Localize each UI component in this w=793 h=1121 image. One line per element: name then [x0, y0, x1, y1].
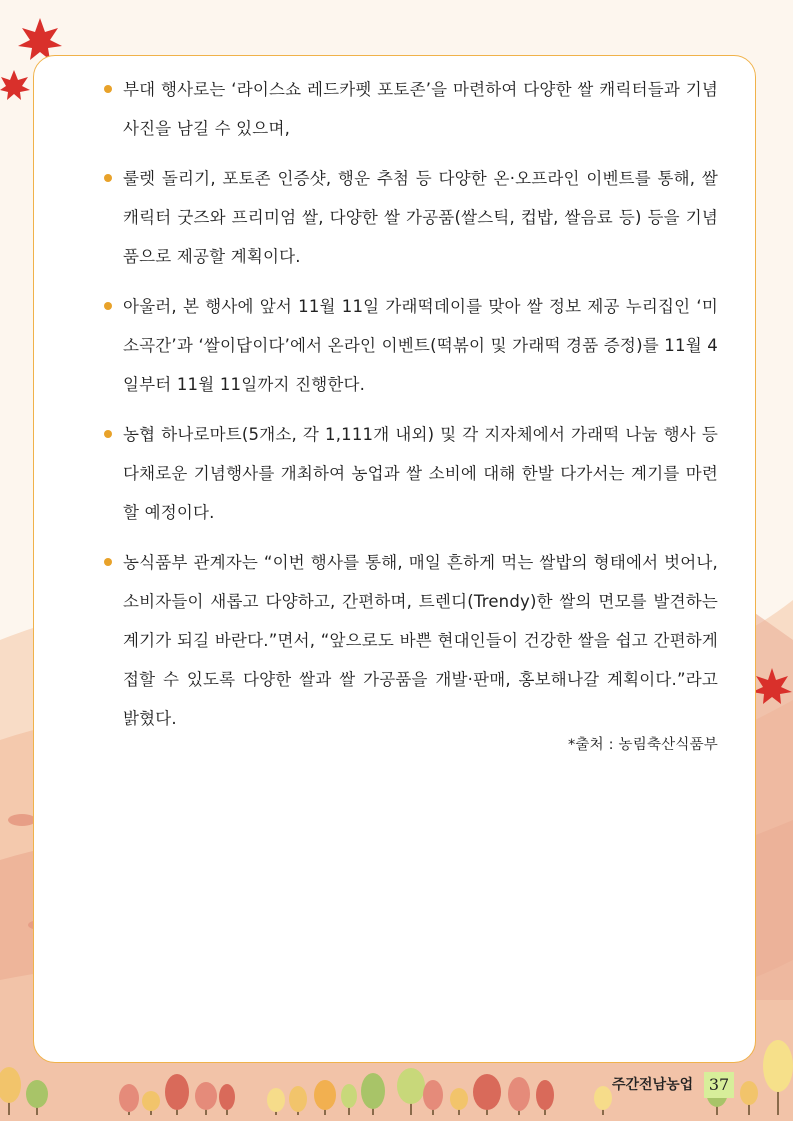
bullet-text: 농식품부 관계자는 “이번 행사를 통해, 매일 흔하게 먹는 쌀밥의 형태에서 벗어나, 소비자들이 새롭고 다양하고, 간편하며, 트렌디(Trendy)한 쌀의 면모를 발견하는 계기가 되길 바란다.”면서, “앞으로도 바쁜 현대인들이 건강한 쌀을 쉽고 간편하게 접할 수 있도록 다양한 쌀과 쌀 가공품을 개발·판매, 홍보해나갈 계획이다.”라고 밝혔다.: [123, 553, 718, 728]
article-body: [104, 70, 718, 749]
bullet-text: 아울러, 본 행사에 앞서 11월 11일 가래떡데이를 맞아 쌀 정보 제공 누리집인 ‘미소곡간’과 ‘쌀이답이다’에서 온라인 이벤트(떡볶이 및 가래떡 경품 증정)를 11월 4일부터 11월 11일까지 진행한다.: [123, 297, 718, 394]
bullet-item: [104, 159, 718, 276]
bullet-dot-icon: [104, 174, 112, 182]
source-credit: *출처 : 농림축산식품부: [567, 737, 718, 753]
bullet-dot-icon: [104, 558, 112, 566]
publication-name: 주간전남농업: [612, 1077, 694, 1093]
bullet-item: [104, 70, 718, 148]
bullet-dot-icon: [104, 430, 112, 438]
bullet-text: 부대 행사로는 ‘라이스쇼 레드카펫 포토존’을 마련하여 다양한 쌀 캐릭터들과 기념사진을 남길 수 있으며,: [123, 80, 718, 138]
bullet-text: 룰렛 돌리기, 포토존 인증샷, 행운 추첨 등 다양한 온·오프라인 이벤트를 통해, 쌀 캐릭터 굿즈와 프리미엄 쌀, 다양한 쌀 가공품(쌀스틱, 컵밥, 쌀음료 등) 등을 기념품으로 제공할 계획이다.: [123, 169, 718, 266]
bullet-dot-icon: [104, 85, 112, 93]
bullet-item: [104, 415, 718, 532]
page-number: 37: [704, 1072, 734, 1098]
bullet-dot-icon: [104, 302, 112, 310]
bullet-text: 농협 하나로마트(5개소, 각 1,111개 내외) 및 각 지자체에서 가래떡 나눔 행사 등 다채로운 기념행사를 개최하여 농업과 쌀 소비에 대해 한발 다가서는 계기를 마련할 예정이다.: [123, 425, 718, 522]
bullet-item: [104, 543, 718, 738]
bullet-item: [104, 287, 718, 404]
